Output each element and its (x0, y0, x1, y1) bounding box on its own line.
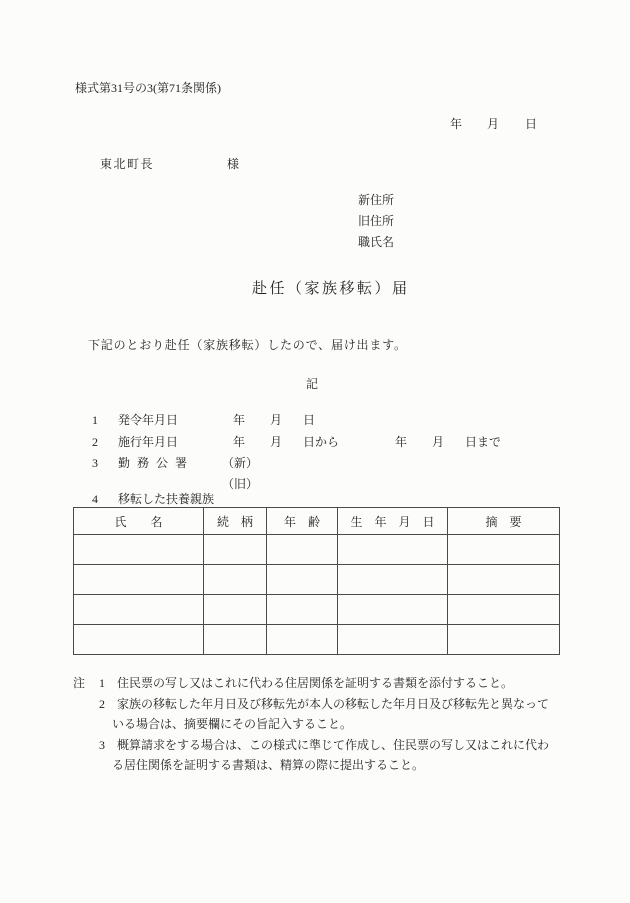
table-empty-cell (267, 595, 338, 625)
item-1-year-label: 年 (233, 413, 246, 427)
item-3-new-mark: （新） (222, 456, 259, 470)
table-empty-cell (448, 625, 560, 655)
dependents-table (73, 507, 560, 655)
date-month-label: 月 (487, 117, 500, 131)
note-3-text-line2: る居住関係を証明する書類は、精算の際に提出すること。 (112, 758, 425, 772)
table-empty-cell (267, 565, 338, 595)
table-header-row (74, 508, 560, 535)
header-birthdate: 生 年 月 日 (338, 508, 448, 535)
table-empty-cell (204, 535, 267, 565)
item-2-label: 施行年月日 (118, 435, 179, 449)
addressee-honorific: 様 (227, 157, 240, 171)
note-2-number: 2 (99, 697, 105, 711)
item-2-year-to-label: 年 (395, 435, 408, 449)
header-name: 氏 名 (74, 508, 204, 535)
table-empty-cell (74, 535, 204, 565)
table-empty-cell (338, 625, 448, 655)
table-row (74, 625, 560, 655)
document-title: 赴任（家族移転）届 (252, 281, 410, 297)
table-row (74, 565, 560, 595)
item-2-number: 2 (92, 435, 98, 449)
table-empty-cell (267, 625, 338, 655)
note-2-text-line2: いる場合は、摘要欄にその旨記入すること。 (112, 717, 353, 731)
header-remarks: 摘 要 (448, 508, 560, 535)
item-4-label: 移転した扶養親族 (118, 492, 215, 506)
occupation-name-label: 職氏名 (358, 235, 395, 249)
item-2-month-from-label: 月 (270, 435, 283, 449)
item-4-number: 4 (92, 492, 98, 506)
table-empty-cell (338, 595, 448, 625)
addressee-name: 東北町長 (100, 157, 155, 171)
note-1-text: 住民票の写し又はこれに代わる住居関係を証明する書類を添付すること。 (117, 676, 514, 690)
item-1-month-label: 月 (270, 413, 283, 427)
note-3-number: 3 (99, 738, 105, 752)
table-empty-cell (74, 565, 204, 595)
item-1-label: 発令年月日 (118, 413, 179, 427)
table-empty-cell (204, 565, 267, 595)
table-row (74, 535, 560, 565)
date-year-label: 年 (450, 117, 463, 131)
old-address-label: 旧住所 (358, 214, 395, 228)
item-2-day-to-label: 日まで (465, 435, 502, 449)
item-2-day-from-label: 日から (303, 435, 340, 449)
header-relationship: 続 柄 (204, 508, 267, 535)
table-empty-cell (204, 595, 267, 625)
item-3-number: 3 (92, 456, 98, 470)
item-2-month-to-label: 月 (432, 435, 445, 449)
table-row (74, 595, 560, 625)
table-empty-cell (74, 595, 204, 625)
table-empty-cell (448, 595, 560, 625)
table-empty-cell (338, 565, 448, 595)
table-empty-cell (448, 535, 560, 565)
item-1-day-label: 日 (303, 413, 316, 427)
item-2-year-from-label: 年 (233, 435, 246, 449)
note-2-text-line1: 家族の移転した年月日及び移転先が本人の移転した年月日及び移転先と異なって (117, 697, 550, 711)
intro-text: 下記のとおり赴任（家族移転）したので、届け出ます。 (88, 338, 407, 352)
record-marker: 記 (306, 377, 319, 391)
item-3-old-mark: （旧） (222, 477, 259, 491)
header-age: 年 齢 (267, 508, 338, 535)
table-empty-cell (338, 535, 448, 565)
new-address-label: 新住所 (358, 193, 395, 207)
form-number: 様式第31号の3(第71条関係) (75, 81, 221, 95)
table-empty-cell (267, 535, 338, 565)
item-1-number: 1 (92, 413, 98, 427)
note-1-number: 1 (99, 676, 105, 690)
table-empty-cell (448, 565, 560, 595)
date-day-label: 日 (525, 117, 538, 131)
table-empty-cell (204, 625, 267, 655)
note-3-text-line1: 概算請求をする場合は、この様式に準じて作成し、住民票の写し又はこれに代わ (117, 738, 550, 752)
table-empty-cell (74, 625, 204, 655)
item-3-label: 勤務公署 (118, 456, 195, 470)
notes-label: 注 (73, 676, 86, 690)
